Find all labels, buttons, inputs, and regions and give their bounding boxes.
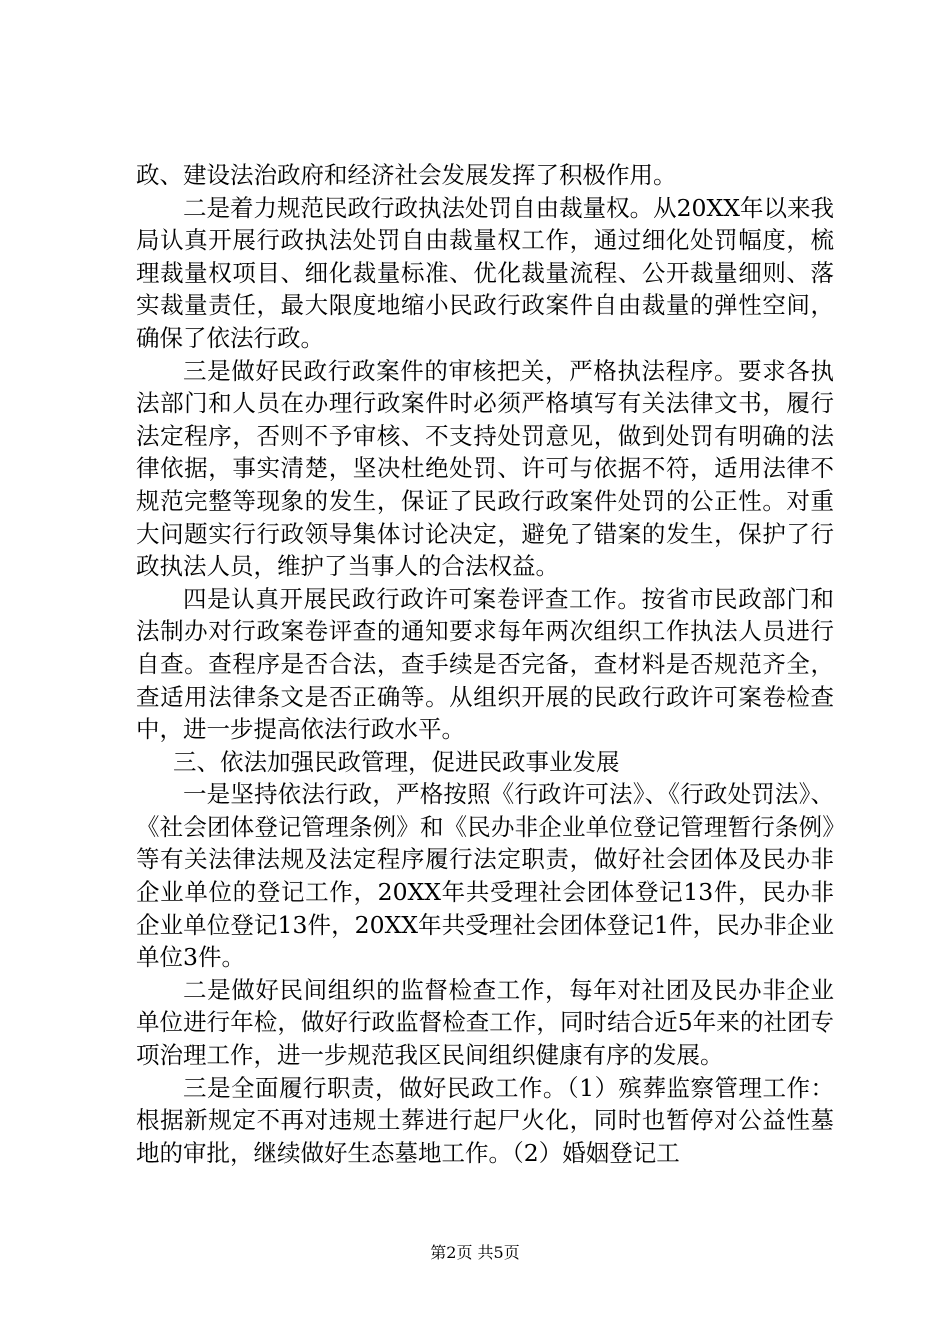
paragraph-supervision: 二是做好民间组织的监督检查工作，每年对社团及民办非企业单位进行年检，做好行政监督检查工作，同时结合近5年来的社团专项治理工作，进一步规范我区民间组织健康有序的发展。	[136, 975, 834, 1070]
paragraph-file-inspection: 四是认真开展民政行政许可案卷评查工作。按省市民政部门和法制办对行政案卷评查的通知要求每年两次组织工作执法人员进行自查。查程序是否合法，查手续是否完备，查材料是否规范齐全，查适用法律条文是否正确等。从组织开展的民政行政许可案卷检查中，进一步提高依法行政水平。	[136, 584, 834, 744]
page-number: 第2页 共5页	[430, 1243, 520, 1262]
document-body	[136, 159, 834, 1169]
paragraph-case-review: 三是做好民政行政案件的审核把关，严格执法程序。要求各执法部门和人员在办理行政案件时必须严格填写有关法律文书，履行法定程序，否则不予审核、不支持处罚意见，做到处罚有明确的法律依据，事实清楚，坚决杜绝处罚、许可与依据不符，适用法律不规范完整等现象的发生，保证了民政行政案件处罚的公正性。对重大问题实行行政领导集体讨论决定，避免了错案的发生，保护了行政执法人员，维护了当事人的合法权益。	[136, 356, 834, 581]
page-footer	[0, 1243, 950, 1263]
paragraph-duties: 三是全面履行职责，做好民政工作。（1）殡葬监察管理工作：根据新规定不再对违规土葬进行起尸火化，同时也暂停对公益性墓地的审批，继续做好生态墓地工作。（2）婚姻登记工	[136, 1073, 834, 1167]
paragraph-continuation: 政、建设法治政府和经济社会发展发挥了积极作用。	[136, 161, 677, 189]
section-heading: 三、依法加强民政管理，促进民政事业发展	[173, 747, 620, 776]
paragraph-discretion: 二是着力规范民政行政执法处罚自由裁量权。从20XX年以来我局认真开展行政执法处罚自由裁量权工作，通过细化处罚幅度，梳理裁量权项目、细化裁量标准、优化裁量流程、公开裁量细则、落实裁量责任，最大限度地缩小民政行政案件自由裁量的弹性空间，确保了依法行政。	[136, 193, 834, 352]
paragraph-registration: 一是坚持依法行政，严格按照《行政许可法》、《行政处罚法》、《社会团体登记管理条例》和《民办非企业单位登记管理暂行条例》等有关法律法规及法定程序履行法定职责，做好社会团体及民办非企业单位的登记工作，20XX年共受理社会团体登记13件，民办非企业单位登记13件，20XX年共受理社会团体登记1件，民办非企业单位3件。	[136, 780, 834, 972]
